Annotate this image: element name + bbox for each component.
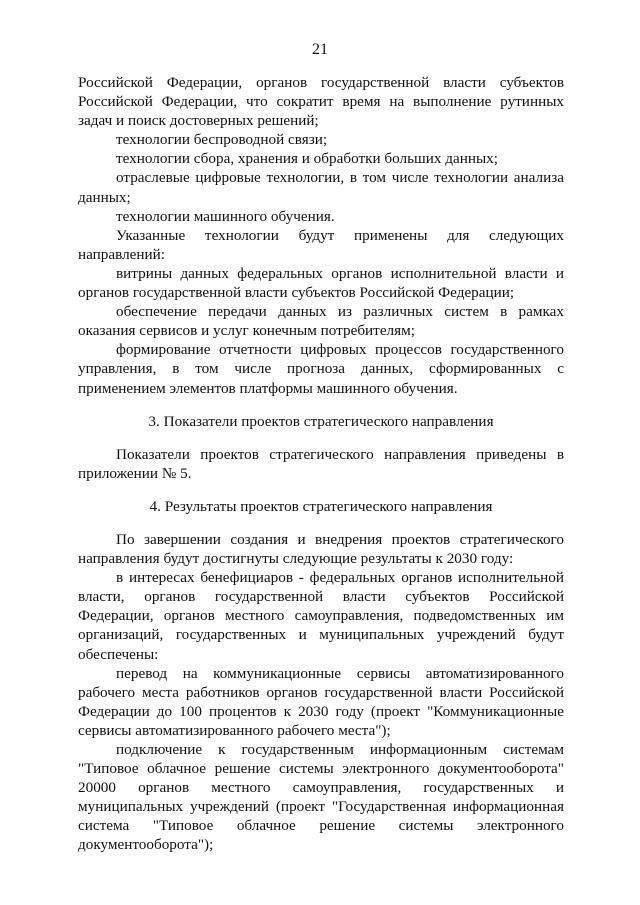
paragraph: технологии машинного обучения.	[116, 207, 335, 225]
paragraph: в интересах бенефициаров - федеральных органов исполнительной власти, органов государственной власти субъектов Российской Федерации, органов местного самоуправления, подведомственных им организаций, государственных и муниципальных учреждений будут обеспечены:	[78, 569, 564, 663]
paragraph: Указанные технологии будут применены для следующих направлений:	[78, 226, 564, 263]
paragraph: обеспечение передачи данных из различных систем в рамках оказания сервисов и услуг конечным потребителям;	[78, 303, 564, 340]
paragraph: Показатели проектов стратегического направления приведены в приложении № 5.	[78, 445, 564, 482]
paragraph: витрины данных федеральных органов исполнительной власти и органов государственной власти субъектов Российской Федерации;	[78, 264, 564, 302]
paragraph: технологии сбора, хранения и обработки больших данных;	[116, 150, 498, 168]
paragraph: По завершении создания и внедрения проектов стратегического направления будут достигнуты следующие результаты к 2030 году:	[78, 530, 564, 568]
paragraph: формирование отчетности цифровых процессов государственного управления, в том числе прогноза данных, сформированных с применением элементов платформы машинного обучения.	[78, 341, 564, 397]
page-number: 21	[312, 41, 328, 58]
section-heading: 4. Результаты проектов стратегического направления	[149, 497, 493, 515]
paragraph: подключение к государственным информационным системам "Типовое облачное решение системы электронного документооборота" 20000 органов местного самоуправления, государственных и муниципальных учреждений (проект "Государственная информационная система "Типовое облачное решение системы электронного документооборота");	[78, 741, 564, 854]
paragraph: технологии беспроводной связи;	[116, 131, 328, 149]
paragraph: Российской Федерации, органов государственной власти субъектов Российской Федерации, что сократит время на выполнение рутинных задач и поиск достоверных решений;	[78, 74, 564, 130]
paragraph: перевод на коммуникационные сервисы автоматизированного рабочего места работников органов государственной власти Российской Федерации до 100 процентов к 2030 году (проект "Коммуникационные сервисы автоматизированного рабочего места");	[78, 664, 564, 739]
section-heading: 3. Показатели проектов стратегического направления	[148, 412, 494, 430]
paragraph: отраслевые цифровые технологии, в том числе технологии анализа данных;	[78, 169, 564, 206]
document-body	[78, 73, 564, 855]
